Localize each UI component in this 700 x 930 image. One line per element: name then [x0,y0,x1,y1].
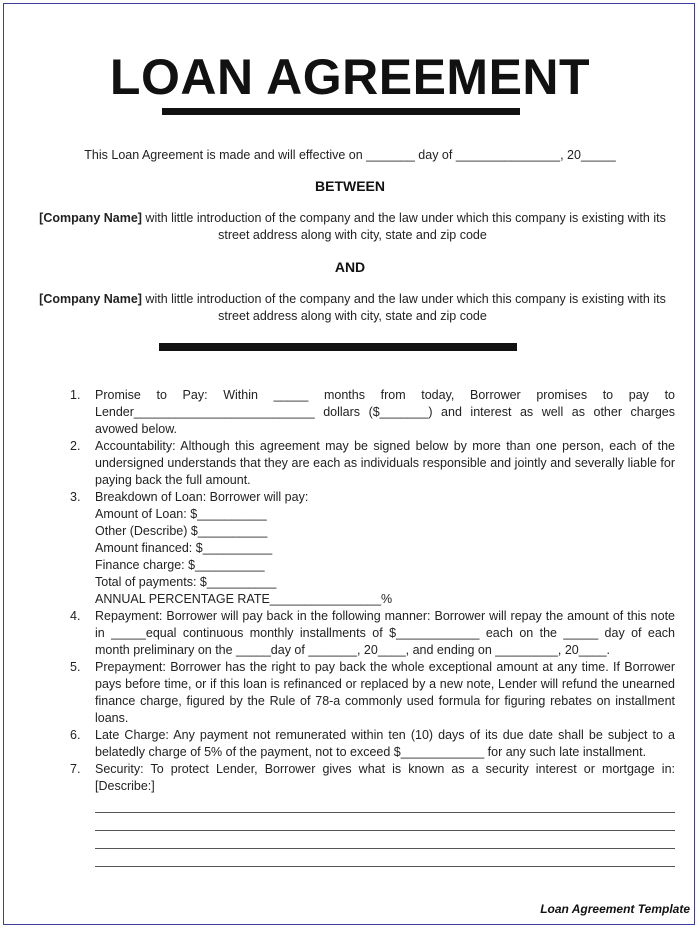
title-underline [162,108,520,115]
party-2-name: [Company Name] [39,292,142,306]
party-1-text: with little introduction of the company and the law under which this company is existing with its street address along with city, state and zip code [141,211,666,242]
party-1-name: [Company Name] [39,211,142,225]
loan-amount-line: Amount of Loan: $__________ [95,507,267,521]
clause-4 [70,608,675,659]
other-line: Other (Describe) $__________ [95,524,268,538]
total-payments-line: Total of payments: $__________ [95,575,277,589]
party-2-text: with little introduction of the company and the law under which this company is existing with its street address along with city, state and zip code [141,292,666,323]
template-caption: Loan Agreement Template [540,902,690,916]
clause-number: 7. [70,762,81,776]
clause-number: 5. [70,660,81,674]
clause-text: Security: To protect Lender, Borrower gives what is known as a security interest or mortgage in: [Describe:] [95,762,675,793]
finance-charge-line: Finance charge: $__________ [95,558,265,572]
clause-6 [70,727,675,761]
clause-7 [70,761,675,795]
intro-line: This Loan Agreement is made and will effective on _______ day of _______________, 20_____ [84,148,616,162]
clause-3 [70,489,675,608]
clause-2 [70,438,675,489]
clause-1 [70,387,675,438]
clause-number: 2. [70,439,81,453]
clause-text: Late Charge: Any payment not remunerated within ten (10) days of its due date shall be subject to a belatedly charge of 5% of the payment, not to exceed $____________ for any such late installment. [95,728,675,759]
clause-number: 4. [70,609,81,623]
clause-text: Repayment: Borrower will pay back in the following manner: Borrower will repay the amount of this note in _____equal continuous monthly installments of $____________ each on the _____ day of each month preliminary on the _____day of _______, 20____, and ending on _________, 20____. [95,609,675,657]
clause-list [70,387,675,867]
clause-5 [70,659,675,727]
clause-number: 1. [70,388,81,402]
clause-body [95,489,675,608]
section-divider [159,343,517,351]
and-heading: AND [334,259,366,275]
between-heading: BETWEEN [315,178,385,194]
describe-blank-line [95,831,675,849]
clause-text: Breakdown of Loan: Borrower will pay: [95,490,309,504]
clause-text: Promise to Pay: Within _____ months from today, Borrower promises to pay to Lender__________________________ dollars ($_______) and interest as well as other charges avowed below. [95,388,675,436]
apr-line: ANNUAL PERCENTAGE RATE________________% [95,592,393,606]
document-title: LOAN AGREEMENT [109,49,591,105]
clause-text: Accountability: Although this agreement may be signed below by more than one person, each of the undersigned understands that they are each as individuals responsible and jointly and severally liable for paying back the full amount. [95,439,675,487]
describe-blank-line [95,813,675,831]
clause-number: 6. [70,728,81,742]
describe-blank-line [95,849,675,867]
clause-number: 3. [70,490,81,504]
describe-blank-line [95,795,675,813]
party-1 [25,210,680,244]
clause-text: Prepayment: Borrower has the right to pay back the whole exceptional amount at any time. If Borrower pays before time, or if this loan is refinanced or replaced by a new note, Lender will refund the unearned finance charge, figured by the Rule of 78-a commonly used formula for figuring rebates on installment loans. [95,660,675,725]
party-2 [25,291,680,325]
amount-financed-line: Amount financed: $__________ [95,541,273,555]
